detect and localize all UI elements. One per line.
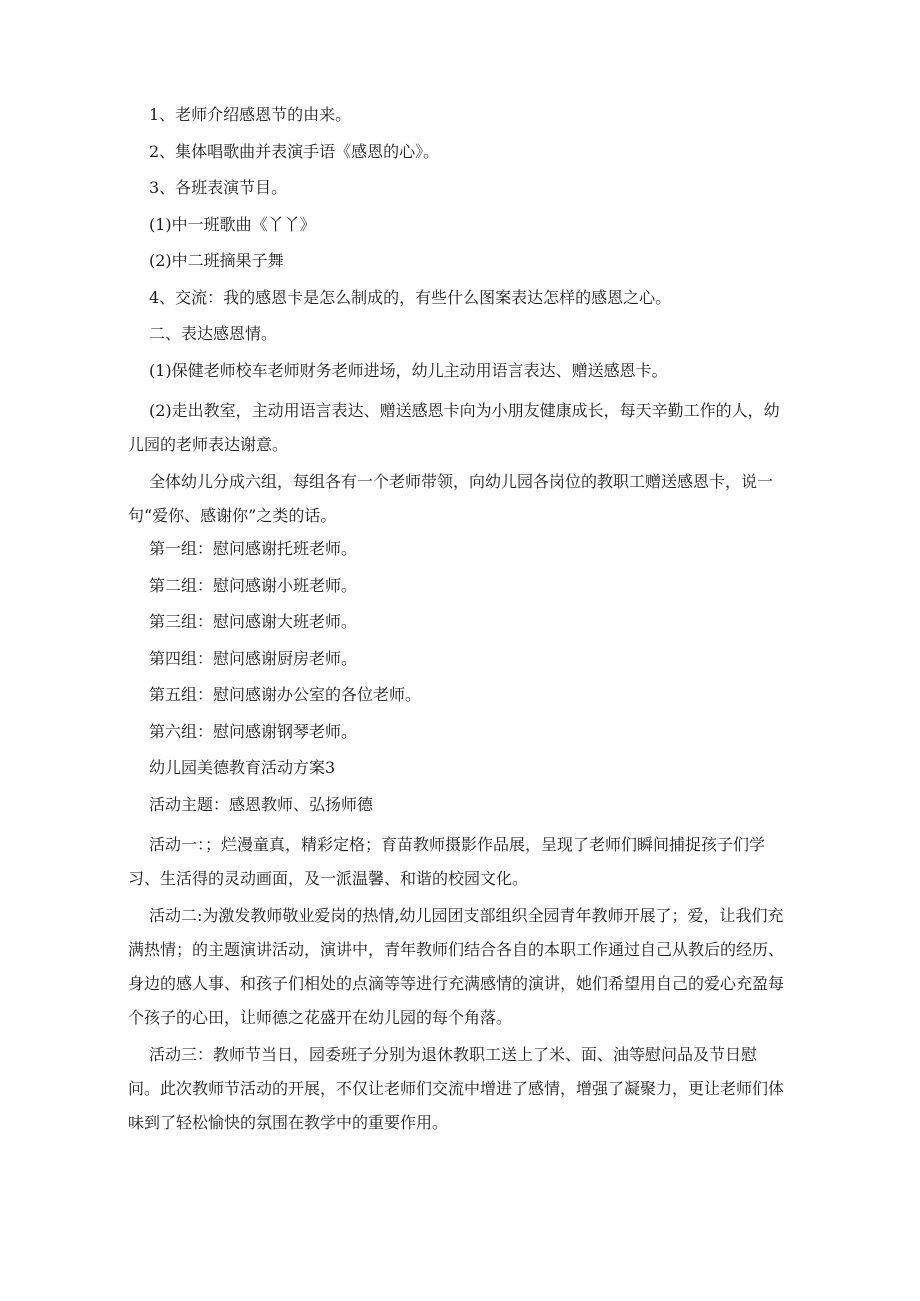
paragraph-item-2: (2)中二班摘果子舞 [149,251,284,270]
paragraph-group-3: 第三组：慰问感谢大班老师。 [149,612,358,631]
paragraph-step-2: 2、集体唱歌曲并表演手语《感恩的心》。 [149,141,440,161]
paragraph-group-1: 第一组：慰问感谢托班老师。 [149,539,358,558]
paragraph-group-4: 第四组：慰问感谢厨房老师。 [149,648,358,668]
paragraph-step-4: 4、交流：我的感恩卡是怎么制成的，有些什么图案表达怎样的感恩之心。 [149,287,672,307]
paragraph-step-3: 3、各班表演节目。 [149,178,288,197]
paragraph-item-4: (2)走出教室，主动用语言表达、赠送感恩卡向为小朋友健康成长，每天辛勤工作的人，幼儿园的老师表达谢意。 [128,401,780,454]
paragraph-item-3: (1)保健老师校车老师财务老师进场，幼儿主动用语言表达、赠送感恩卡。 [149,360,668,380]
activity-one: 活动一：；烂漫童真，精彩定格；育苗教师摄影作品展，呈现了老师们瞬间捕捉孩子们学习、生活得的灵动画面，及一派温馨、和谐的校园文化。 [128,835,766,888]
paragraph-groups-intro: 全体幼儿分成六组，每组各有一个老师带领，向幼儿园各岗位的教职工赠送感恩卡，说一句“爱你、感谢你”之类的话。 [128,472,774,525]
activity-three: 活动三：教师节当日，园委班子分别为退休教职工送上了米、面、油等慰问品及节日慰问。此次教师节活动的开展，不仅让老师们交流中增进了感情，增强了凝聚力，更让老师们体味到了轻松愉快的氛围在教学中的重要作用。 [128,1045,785,1132]
paragraph-item-1: (1)中一班歌曲《丫丫》 [149,214,316,234]
paragraph-step-1: 1、老师介绍感恩节的由来。 [149,105,352,124]
plan-title: 幼儿园美德教育活动方案3 [149,758,336,777]
paragraph-group-5: 第五组：慰问感谢办公室的各位老师。 [149,685,422,704]
document-body [128,102,788,1143]
paragraph-group-2: 第二组：慰问感谢小班老师。 [149,575,358,595]
paragraph-group-6: 第六组：慰问感谢钢琴老师。 [149,721,358,741]
activity-theme: 活动主题：感恩教师、弘扬师德 [149,794,374,814]
section-heading: 二、表达感恩情。 [149,324,278,343]
activity-two: 活动二:为激发教师敬业爱岗的热情,幼儿园团支部组织全园青年教师开展了；爱，让我们充满热情；的主题演讲活动，演讲中，青年教师们结合各自的本职工作通过自己从教后的经历、身边的感人事、和孩子们相处的点滴等等进行充满感情的演讲，她们希望用自己的爱心充盈每个孩子的心田，让师德之花盛开在幼儿园的每个角落。 [128,906,785,1027]
